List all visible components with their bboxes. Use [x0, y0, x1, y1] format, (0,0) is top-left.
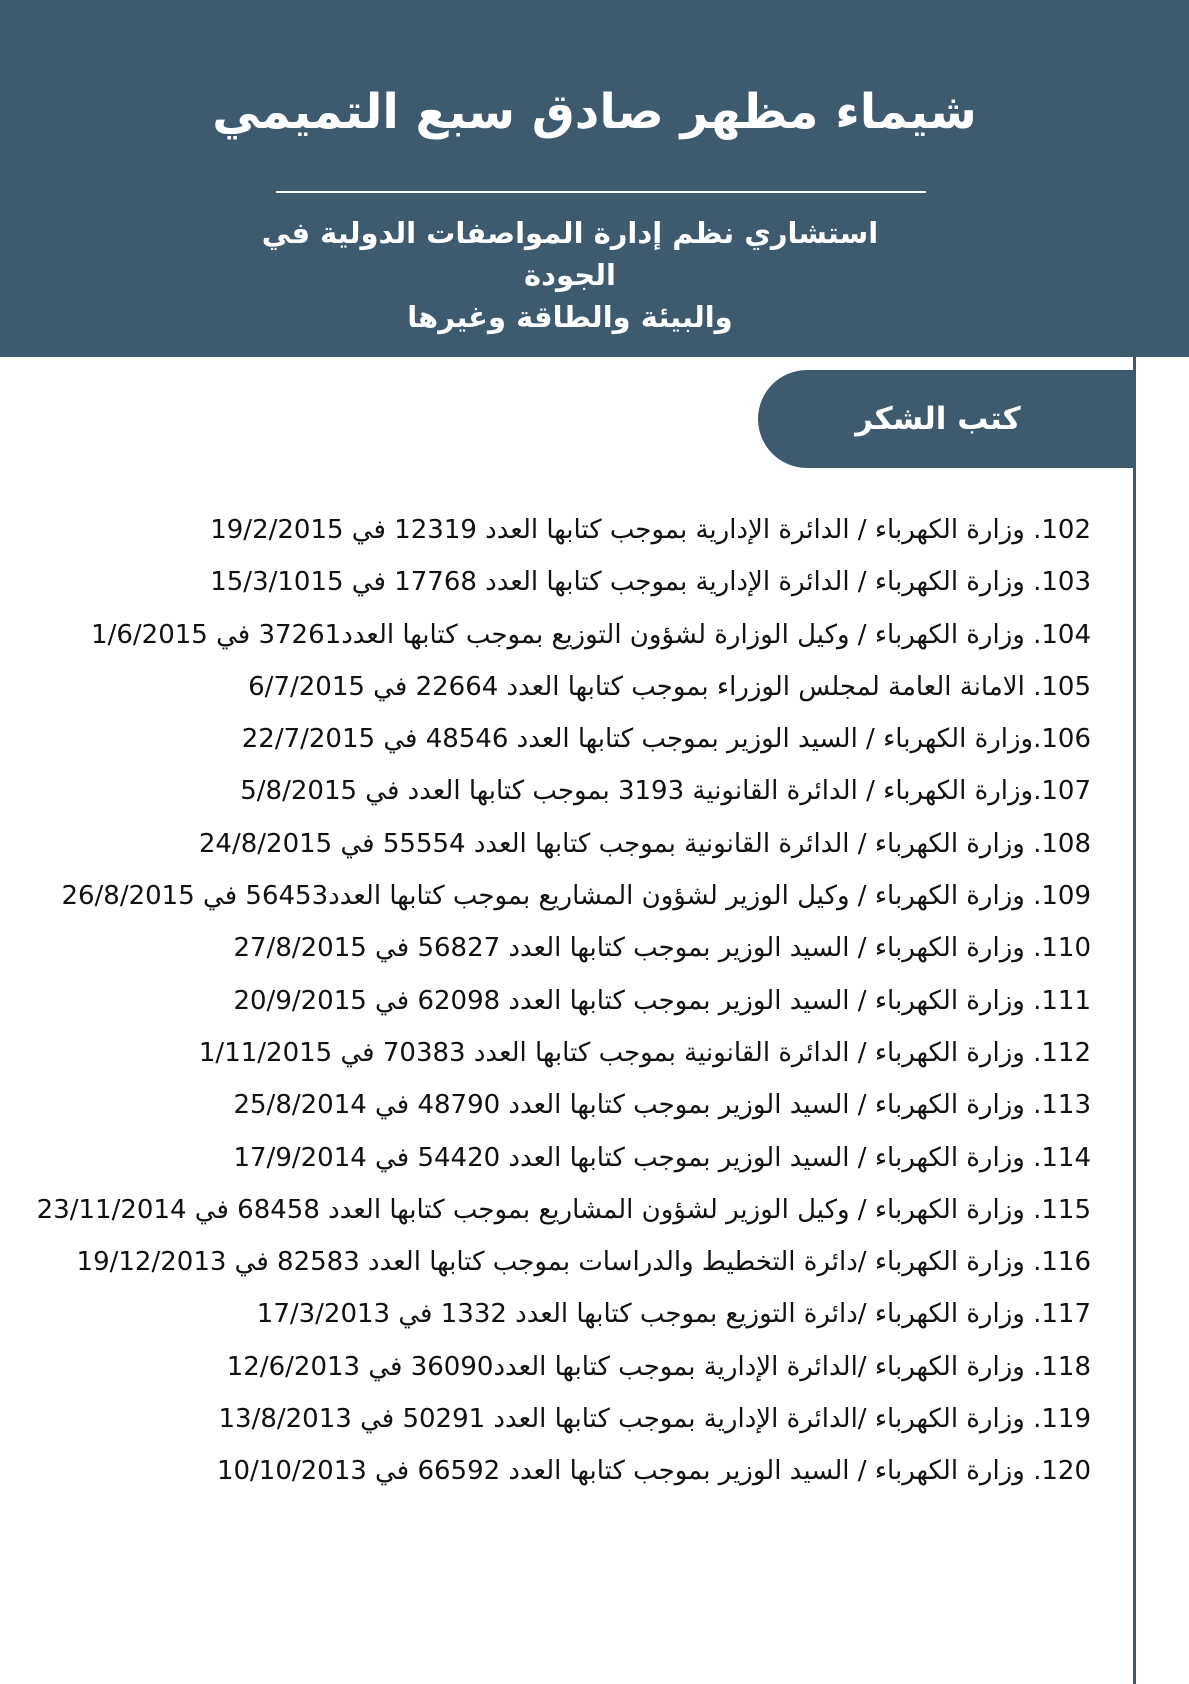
list-item: 105. الامانة العامة لمجلس الوزراء بموجب كتابها العدد 22664 في 6/7/2015: [248, 671, 1091, 702]
list-item: 120. وزارة الكهرباء / السيد الوزير بموجب كتابها العدد 66592 في 10/10/2013: [216, 1456, 1091, 1487]
header-divider: [276, 191, 926, 193]
list-item: 113. وزارة الكهرباء / السيد الوزير بموجب كتابها العدد 48790 في 25/8/2014: [233, 1090, 1091, 1121]
list-item: 111. وزارة الكهرباء / السيد الوزير بموجب كتابها العدد 62098 في 20/9/2015: [233, 985, 1091, 1016]
list-item: 115. وزارة الكهرباء / وكيل الوزير لشؤون المشاريع بموجب كتابها العدد 68458 في 23/11/2014: [36, 1194, 1091, 1225]
thank-you-letters-list: [31, 510, 1091, 1504]
list-item: 114. وزارة الكهرباء / السيد الوزير بموجب كتابها العدد 54420 في 17/9/2014: [233, 1142, 1091, 1173]
list-item: 110. وزارة الكهرباء / السيد الوزير بموجب كتابها العدد 56827 في 27/8/2015: [233, 933, 1091, 964]
right-vertical-rule: [1133, 357, 1136, 1684]
list-item: 107.وزارة الكهرباء / الدائرة القانونية 3193 بموجب كتابها العدد في 5/8/2015: [240, 776, 1091, 807]
list-item: 108. وزارة الكهرباء / الدائرة القانونية بموجب كتابها العدد 55554 في 24/8/2015: [198, 828, 1091, 859]
job-title-line-2: والبيئة والطاقة وغيرها: [407, 300, 733, 334]
header-banner: [0, 0, 1189, 357]
person-name: شيماء مظهر صادق سبع التميمي: [212, 84, 977, 140]
list-item: 119. وزارة الكهرباء /الدائرة الإدارية بموجب كتابها العدد 50291 في 13/8/2013: [218, 1404, 1091, 1435]
list-item: 106.وزارة الكهرباء / السيد الوزير بموجب كتابها العدد 48546 في 22/7/2015: [241, 724, 1091, 755]
job-title-line-1: استشاري نظم إدارة المواصفات الدولية في الجودة: [261, 216, 879, 292]
section-title: كتب الشكر: [855, 401, 1021, 437]
section-tab: [758, 370, 1135, 468]
list-item: 116. وزارة الكهرباء /دائرة التخطيط والدراسات بموجب كتابها العدد 82583 في 19/12/2013: [76, 1247, 1091, 1278]
list-item: 103. وزارة الكهرباء / الدائرة الإدارية بموجب كتابها العدد 17768 في 15/3/1015: [210, 567, 1091, 598]
list-item: 118. وزارة الكهرباء /الدائرة الإدارية بموجب كتابها العدد36090 في 12/6/2013: [226, 1351, 1091, 1382]
job-title: [250, 212, 890, 338]
list-item: 102. وزارة الكهرباء / الدائرة الإدارية بموجب كتابها العدد 12319 في 19/2/2015: [210, 515, 1091, 545]
list-item: 112. وزارة الكهرباء / الدائرة القانونية بموجب كتابها العدد 70383 في 1/11/2015: [198, 1037, 1091, 1068]
list-item: 117. وزارة الكهرباء /دائرة التوزيع بموجب كتابها العدد 1332 في 17/3/2013: [256, 1299, 1091, 1330]
list-item: 104. وزارة الكهرباء / وكيل الوزارة لشؤون التوزيع بموجب كتابها العدد37261 في 1/6/2015: [91, 619, 1091, 650]
list-item: 109. وزارة الكهرباء / وكيل الوزير لشؤون المشاريع بموجب كتابها العدد56453 في 26/8/2015: [61, 881, 1091, 912]
